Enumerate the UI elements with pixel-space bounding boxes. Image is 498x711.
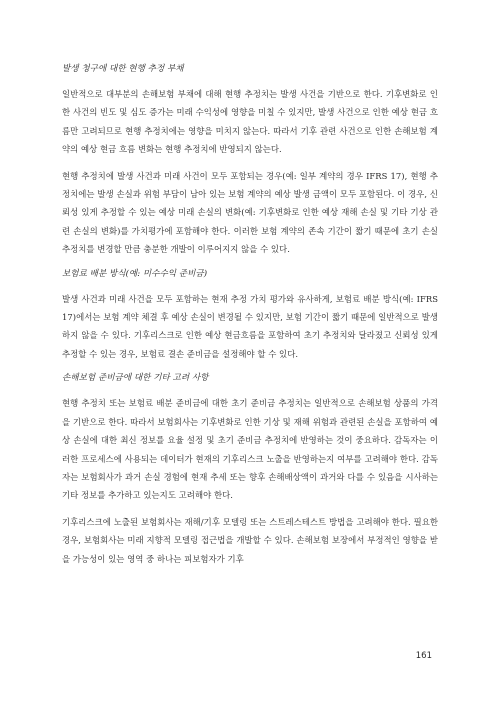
paragraph: 현행 추정치 또는 보험료 배분 준비금에 대한 초기 준비금 추정치는 일반적으로 손해보험 상품의 가격을 기반으로 한다. 따라서 보험회사는 기후변화로 인한 기상 및 재해 위험과 관련된 손실을 포함하여 예상 손실에 대한 최신 정보를 요율 설정 및 초기 준비금 추정치에 반영하는 것이 중요하다. 감독자는 이러한 프로세스에 사용되는 데이터가 현재의 기후리스크 노출을 반영하는지 여부를 고려해야 한다. 감독자는 보험회사가 과거 손실 경험에 현재 추세 또는 향후 손해배상액이 과거와 다를 수 있음을 시사하는 기타 정보를 추가하고 있는지도 고려해야 한다. (62, 398, 438, 501)
paragraph: 일반적으로 대부분의 손해보험 부채에 대해 현행 추정치는 발생 사건을 기반으로 한다. 기후변화로 인한 사건의 빈도 및 심도 증가는 미래 수익성에 영향을 미칠 수 있지만, 발생 사건으로 인한 예상 현금 흐름만 고려되므로 현행 추정치에는 영향을 미치지 않는다. 따라서 기후 관련 사건으로 인한 손해보험 계약의 예상 현금 흐름 변화는 현행 추정치에 반영되지 않는다. (62, 89, 438, 155)
section-heading: 발생 청구에 대한 현행 추정 부채 (62, 64, 184, 74)
section-heading: 보험료 배분 방식(예: 미수수익 준비금) (62, 268, 208, 279)
paragraph: 현행 추정치에 발생 사건과 미래 사건이 모두 포함되는 경우(예: 일부 계약의 경우 IFRS 17), 현행 추정치에는 발생 손실과 위험 부담이 남아 있는 보험 계약의 예상 발생 금액이 모두 포함된다. 이 경우, 신뢰성 있게 추정할 수 있는 예상 미래 손실의 변화(예: 기후변화로 인한 예상 재해 손실 및 기타 기상 관련 손실의 변화)를 가치평가에 포함해야 한다. 이러한 보험 계약의 존속 기간이 짧기 때문에 초기 손실 추정치를 변경할 만큼 충분한 개발이 이루어지지 않을 수 있다. (62, 170, 438, 255)
paragraph: 기후리스크에 노출된 보험회사는 재해/기후 모델링 또는 스트레스테스트 방법을 고려해야 한다. 필요한 경우, 보험회사는 미래 지향적 모델링 접근법을 개발할 수 있다. 손해보험 보장에서 부정적인 영향을 받을 가능성이 있는 영역 중 하나는 피보험자가 기후 (62, 516, 438, 564)
section-premium-allocation (62, 267, 438, 364)
paragraph: 발생 사건과 미래 사건을 모두 포함하는 현재 추정 가치 평가와 유사하게, 보험료 배분 방식(예: IFRS 17)에서는 보험 계약 체결 후 예상 손실이 변경될 수 있지만, 보험 기간이 짧기 때문에 일반적으로 발생하지 않을 수 있다. 기후리스크로 인한 예상 현금흐름을 포함하여 초기 추정치와 달라졌고 신뢰성 있게 추정할 수 있는 경우, 보험료 결손 준비금을 설정해야 할 수 있다. (62, 293, 438, 359)
section-other-considerations (62, 371, 438, 568)
page-number: 161 (415, 651, 432, 661)
section-heading: 손해보험 준비금에 대한 기타 고려 사항 (62, 373, 209, 384)
section-current-estimate (62, 62, 438, 259)
